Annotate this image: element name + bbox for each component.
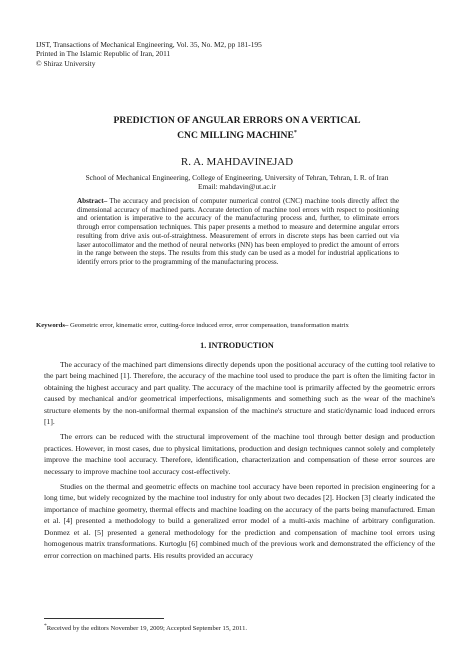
title-line-1: PREDICTION OF ANGULAR ERRORS ON A VERTICAL <box>113 115 361 126</box>
paragraph: The accuracy of the machined part dimensions directly depends upon the positional accuracy of the cutting tool relative to the part being machined [1]. Therefore, the accuracy of the machine tool used to produce the part is often the limiting factor in obtaining the highest accuracy and part quality. The accuracy of the machine tool is primarily affected by the geometric errors caused by mechanical and/or geometrical imperfections, misalignments and something such as the wear of the machine's structure elements by the non-uniformal thermal expansion of the machine's structure and static/dynamic load induced errors [1]. <box>44 360 435 427</box>
keywords-text: Geometric error, kinematic error, cutting-force induced error, error compensation, transformation matrix <box>68 322 349 329</box>
author-email: Email: mahdavin@ut.ac.ir <box>197 182 277 192</box>
keywords <box>36 322 446 330</box>
paper-title <box>0 115 474 143</box>
abstract-text: The accuracy and precision of computer numerical control (CNC) machine tools directly affect the dimensional accuracy of machined parts. Accurate detection of machine tool errors with respect to positioning and orientation is imperative to the accuracy of the manufacturing process and, further, to eliminate errors through error compensation techniques. This paper presents a method to measure and determine angular errors resulting from drive axis out-of-straightness. Measurement of errors in discrete steps has been carried out via laser autocollimator and the method of neural networks (NN) has been employed to predict the amount of errors in the range between the steps. The results from this study can be used as a model for industrial applications to identify errors prior to the programming of the manufacturing process. <box>77 197 399 266</box>
footnote-divider <box>44 618 164 619</box>
paragraph: The errors can be reduced with the structural improvement of the machine tool through better design and production practices. However, in most cases, due to physical limitations, production and design techniques cannot solely and completely improve the machine tool accuracy. Therefore, identification, characterization and compensation of these error sources are necessary to improve machine tool accuracy cost-effectively. <box>44 432 435 476</box>
copyright: © Shiraz University <box>36 58 96 68</box>
affiliation: School of Mechanical Engineering, College of Engineering, University of Tehran, Tehran, I. R. of Iran <box>85 173 389 182</box>
footnote-marker: * <box>44 623 47 629</box>
footnote-text: Received by the editors November 19, 2009; Accepted September 15, 2011. <box>46 625 248 633</box>
title-line-2-text: CNC MILLING MACHINE <box>177 130 294 142</box>
paragraph: Studies on the thermal and geometric effects on machine tool accuracy have been reported in precision engineering for a long time, but widely recognized by the machine tool industry for only about two decades [2]. Hocken [3] clearly indicated the importance of machine geometry, thermal effects and machine loading on the accuracy of the parts being manufactured. Eman et al. [4] presented a methodology to build a generalized error model of a multi-axis machine of arbitrary configuration. Donmez et al. [5] presented a general methodology for the prediction and compensation of machine tool errors using homogenous matrix transformations. Kurtoglu [6] combined much of the previous work and demonstrated the efficiency of the error correction on machined parts. His results provided an accuracy <box>44 482 435 560</box>
section-heading: 1. INTRODUCTION <box>200 341 274 350</box>
abstract <box>77 197 399 267</box>
title-line-2 <box>0 127 474 142</box>
author-affiliation-block <box>0 173 474 192</box>
body-text <box>44 359 435 565</box>
printed-in: Printed in The Islamic Republic of Iran, 2011 <box>36 49 171 59</box>
author-name: R. A. MAHDAVINEJAD <box>180 156 294 168</box>
journal-header <box>36 40 262 68</box>
journal-citation: IJST, Transactions of Mechanical Engineering, Vol. 35, No. M2, pp 181-195 <box>36 40 262 49</box>
keywords-label: Keywords– <box>36 322 69 329</box>
abstract-label: Abstract– <box>77 197 108 205</box>
footnote <box>44 622 247 633</box>
title-footnote-marker: * <box>293 130 297 137</box>
